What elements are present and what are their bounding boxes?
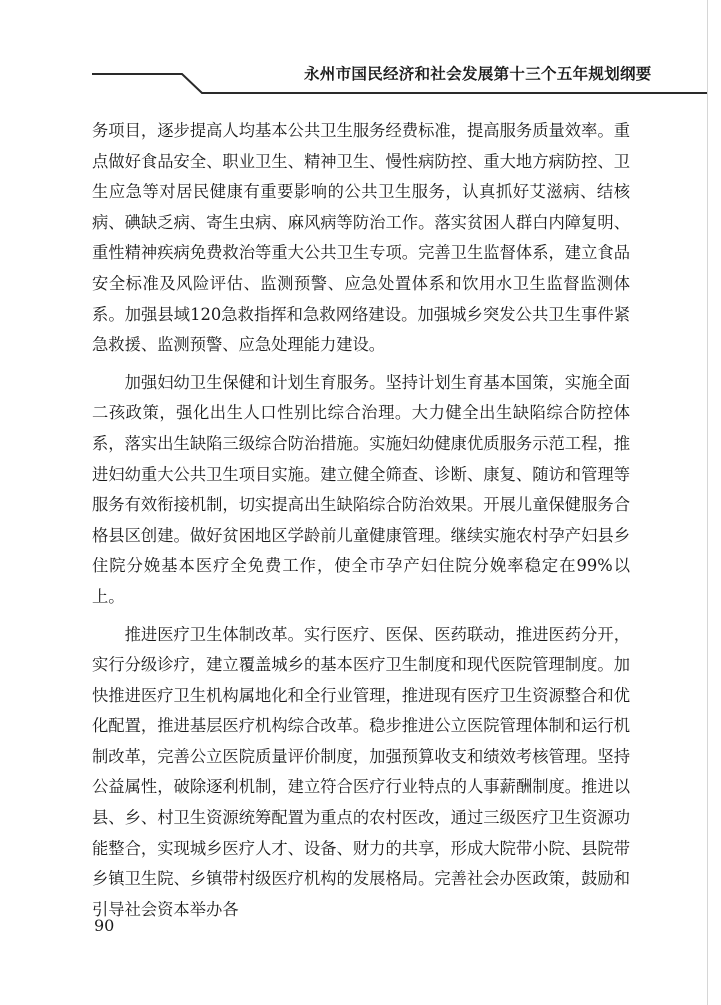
page-edge-line — [707, 0, 708, 1005]
header-title: 永州市国民经济和社会发展第十三个五年规划纲要 — [304, 64, 652, 83]
paragraph-maternal-child-health: 加强妇幼卫生保健和计划生育服务。坚持计划生育基本国策，实施全面二孩政策，强化出生人口性别比综合治理。大力健全出生缺陷综合防控体系，落实出生缺陷三级综合防治措施。实施妇幼健康优质服务示范工程，推进妇幼重大公共卫生项目实施。建立健全筛查、诊断、康复、随访和管理等服务有效衔接机制，切实提高出生缺陷综合防治效果。开展儿童保健服务合格县区创建。做好贫困地区学龄前儿童健康管理。继续实施农村孕产妇县乡住院分娩基本医疗全免费工作，使全市孕产妇住院分娩率稳定在99%以上。 — [92, 372, 630, 606]
running-header — [92, 60, 707, 94]
body-text — [92, 116, 630, 925]
page-number: 90 — [94, 916, 115, 935]
paragraph-continued: 务项目，逐步提高人均基本公共卫生服务经费标准，提高服务质量效率。重点做好食品安全、职业卫生、精神卫生、慢性病防控、重大地方病防控、卫生应急等对居民健康有重要影响的公共卫生服务，认真抓好艾滋病、结核病、碘缺乏病、寄生虫病、麻风病等防治工作。落实贫困人群白内障复明、重性精神疾病免费救治等重大公共卫生专项。完善卫生监督体系，建立食品安全标准及风险评估、监测预警、应急处置体系和饮用水卫生监督监测体系。加强县域120急救指挥和急救网络建设。加强城乡突发公共卫生事件紧急救援、监测预警、应急处理能力建设。 — [92, 121, 630, 355]
paragraph-healthcare-reform: 推进医疗卫生体制改革。实行医疗、医保、医药联动，推进医药分开，实行分级诊疗，建立覆盖城乡的基本医疗卫生制度和现代医院管理制度。加快推进医疗卫生机构属地化和全行业管理，推进现有医疗卫生资源整合和优化配置，推进基层医疗机构综合改革。稳步推进公立医院管理体制和运行机制改革，完善公立医院质量评价制度，加强预算收支和绩效考核管理。坚持公益属性，破除逐利机制，建立符合医疗行业特点的人事薪酬制度。推进以县、乡、村卫生资源统筹配置为重点的农村医改，通过三级医疗卫生资源功能整合，实现城乡医疗人才、设备、财力的共享，形成大院带小院、县院带乡镇卫生院、乡镇带村级医疗机构的发展格局。完善社会办医政策，鼓励和引导社会资本举办各 — [92, 624, 630, 919]
